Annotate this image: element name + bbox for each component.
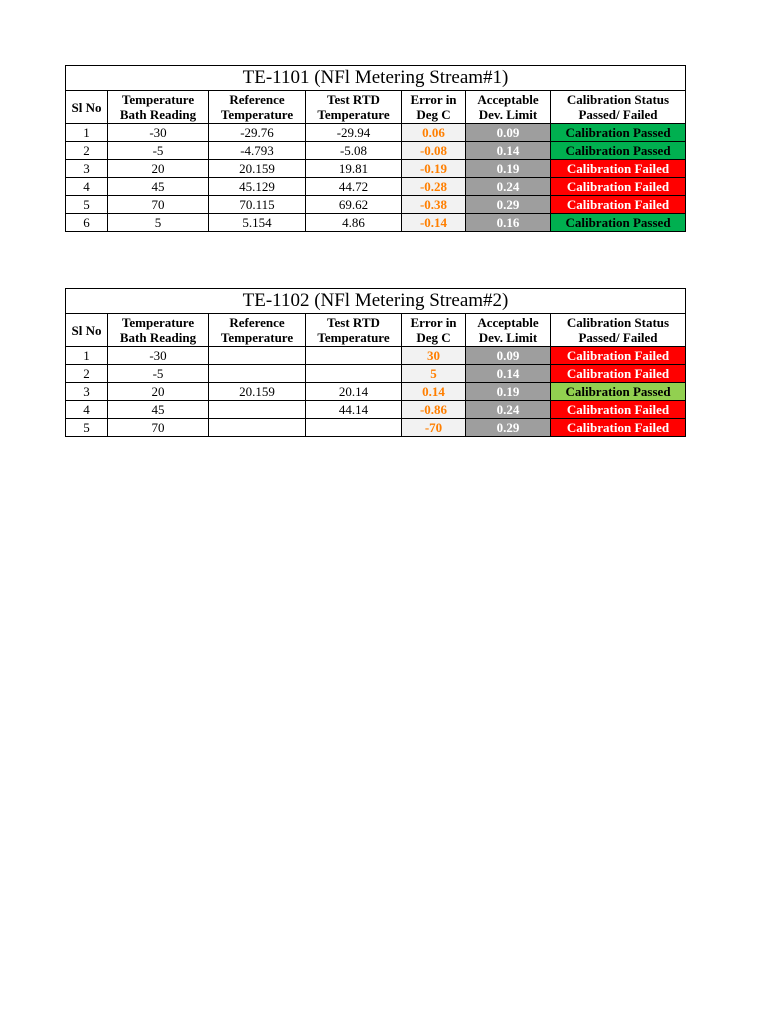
cell-calibration-status: Calibration Failed [551,196,686,214]
table-row [66,142,686,160]
cell-test-rtd-temperature: 44.72 [306,178,402,196]
cell-sl-no: 6 [66,214,108,232]
cell-reference-temperature [209,419,306,437]
cell-test-rtd-temperature: 69.62 [306,196,402,214]
header-calibration-status: Calibration Status Passed/ Failed [551,91,686,124]
cell-acceptable-limit: 0.09 [466,124,551,142]
cell-sl-no: 3 [66,160,108,178]
table-row [66,196,686,214]
cell-calibration-status: Calibration Passed [551,383,686,401]
cell-sl-no: 4 [66,178,108,196]
cell-test-rtd-temperature [306,347,402,365]
cell-bath-reading: 5 [108,214,209,232]
cell-sl-no: 4 [66,401,108,419]
table-row [66,383,686,401]
cell-acceptable-limit: 0.29 [466,419,551,437]
table-title: TE-1102 (NFl Metering Stream#2) [66,289,686,314]
cell-error: 0.14 [402,383,466,401]
cell-acceptable-limit: 0.09 [466,347,551,365]
cell-reference-temperature [209,347,306,365]
cell-test-rtd-temperature: -5.08 [306,142,402,160]
table-row [66,365,686,383]
table-row [66,160,686,178]
cell-sl-no: 5 [66,419,108,437]
cell-sl-no: 5 [66,196,108,214]
cell-reference-temperature [209,365,306,383]
cell-bath-reading: -5 [108,365,209,383]
cell-acceptable-limit: 0.14 [466,365,551,383]
cell-reference-temperature: 20.159 [209,383,306,401]
cell-error: 0.06 [402,124,466,142]
cell-reference-temperature: -4.793 [209,142,306,160]
cell-calibration-status: Calibration Passed [551,124,686,142]
cell-acceptable-limit: 0.24 [466,178,551,196]
cell-reference-temperature: 70.115 [209,196,306,214]
header-acceptable-limit: Acceptable Dev. Limit [466,314,551,347]
table-row [66,419,686,437]
cell-acceptable-limit: 0.14 [466,142,551,160]
cell-error: -0.28 [402,178,466,196]
table-row [66,124,686,142]
table-title-row [66,66,686,91]
cell-acceptable-limit: 0.24 [466,401,551,419]
header-calibration-status: Calibration Status Passed/ Failed [551,314,686,347]
header-error: Error in Deg C [402,314,466,347]
cell-calibration-status: Calibration Failed [551,178,686,196]
cell-calibration-status: Calibration Passed [551,214,686,232]
header-bath-reading: Temperature Bath Reading [108,314,209,347]
cell-test-rtd-temperature: 44.14 [306,401,402,419]
header-reference-temperature: Reference Temperature [209,314,306,347]
cell-reference-temperature: 20.159 [209,160,306,178]
cell-error: -0.08 [402,142,466,160]
cell-test-rtd-temperature [306,365,402,383]
table-row [66,347,686,365]
cell-sl-no: 1 [66,347,108,365]
cell-calibration-status: Calibration Passed [551,142,686,160]
cell-acceptable-limit: 0.16 [466,214,551,232]
header-sl-no: Sl No [66,314,108,347]
cell-error: 5 [402,365,466,383]
cell-calibration-status: Calibration Failed [551,365,686,383]
cell-bath-reading: -30 [108,124,209,142]
cell-reference-temperature [209,401,306,419]
cell-acceptable-limit: 0.19 [466,383,551,401]
header-acceptable-limit: Acceptable Dev. Limit [466,91,551,124]
cell-bath-reading: 20 [108,383,209,401]
header-test-rtd-temperature: Test RTD Temperature [306,91,402,124]
cell-bath-reading: 20 [108,160,209,178]
cell-sl-no: 2 [66,365,108,383]
table-row [66,214,686,232]
cell-bath-reading: 70 [108,196,209,214]
table-header-row [66,91,686,124]
cell-sl-no: 1 [66,124,108,142]
cell-calibration-status: Calibration Failed [551,347,686,365]
cell-acceptable-limit: 0.19 [466,160,551,178]
table-row [66,178,686,196]
cell-acceptable-limit: 0.29 [466,196,551,214]
table-row [66,401,686,419]
cell-error: -0.86 [402,401,466,419]
cell-reference-temperature: 45.129 [209,178,306,196]
cell-bath-reading: 70 [108,419,209,437]
cell-test-rtd-temperature: 20.14 [306,383,402,401]
cell-bath-reading: -5 [108,142,209,160]
cell-bath-reading: 45 [108,401,209,419]
cell-error: -0.14 [402,214,466,232]
header-bath-reading: Temperature Bath Reading [108,91,209,124]
table-header-row [66,314,686,347]
header-error: Error in Deg C [402,91,466,124]
table-title-row [66,289,686,314]
cell-test-rtd-temperature: 19.81 [306,160,402,178]
cell-bath-reading: -30 [108,347,209,365]
header-test-rtd-temperature: Test RTD Temperature [306,314,402,347]
cell-test-rtd-temperature: 4.86 [306,214,402,232]
cell-error: -70 [402,419,466,437]
cell-error: -0.38 [402,196,466,214]
cell-test-rtd-temperature: -29.94 [306,124,402,142]
header-reference-temperature: Reference Temperature [209,91,306,124]
table-title: TE-1101 (NFl Metering Stream#1) [66,66,686,91]
cell-error: 30 [402,347,466,365]
cell-reference-temperature: -29.76 [209,124,306,142]
cell-calibration-status: Calibration Failed [551,160,686,178]
calibration-table-te-1102 [65,288,686,437]
cell-bath-reading: 45 [108,178,209,196]
cell-sl-no: 3 [66,383,108,401]
cell-reference-temperature: 5.154 [209,214,306,232]
header-sl-no: Sl No [66,91,108,124]
cell-sl-no: 2 [66,142,108,160]
cell-calibration-status: Calibration Failed [551,401,686,419]
cell-calibration-status: Calibration Failed [551,419,686,437]
cell-error: -0.19 [402,160,466,178]
calibration-table-te-1101 [65,65,686,232]
cell-test-rtd-temperature [306,419,402,437]
